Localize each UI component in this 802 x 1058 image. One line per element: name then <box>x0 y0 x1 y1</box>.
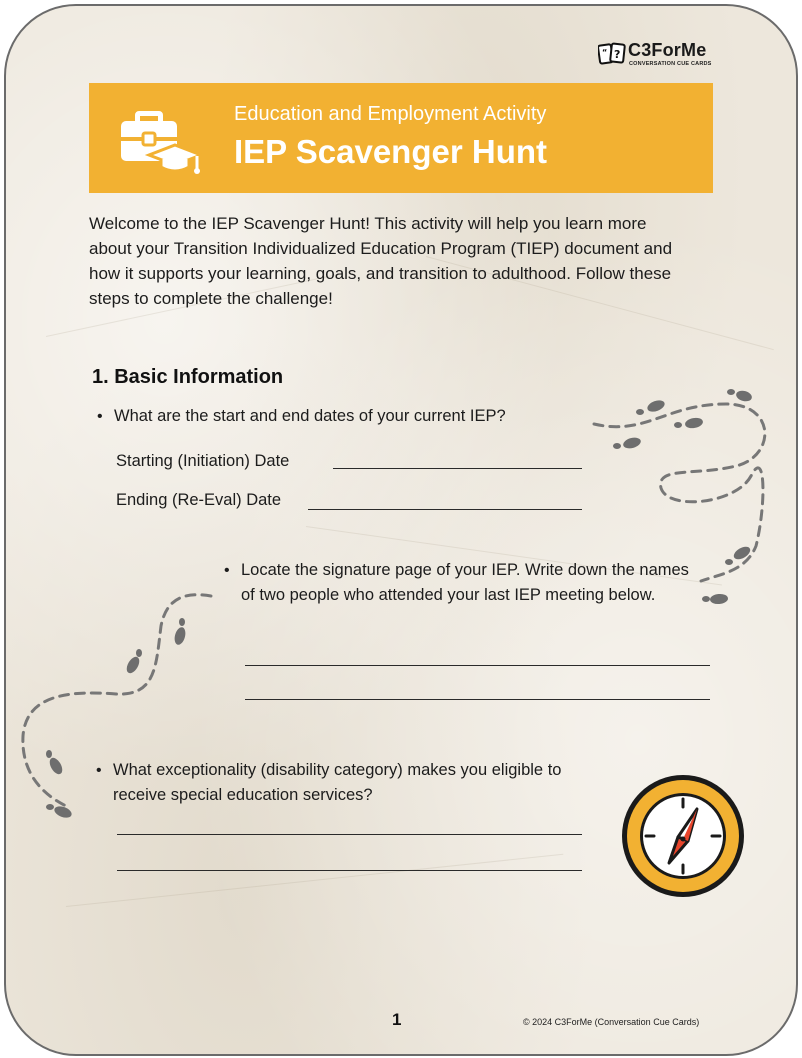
briefcase-graduation-cap-icon <box>117 101 207 177</box>
banner-title: IEP Scavenger Hunt <box>234 133 548 170</box>
compass-icon <box>618 771 748 901</box>
cue-cards-icon <box>598 42 628 66</box>
svg-text:“: “ <box>602 48 608 57</box>
svg-text:?: ? <box>614 48 621 61</box>
attendee-name-field-2[interactable] <box>245 699 710 700</box>
copyright-notice: © 2024 C3ForMe (Conversation Cue Cards) <box>523 1017 700 1027</box>
brand-name: C3ForMe <box>628 40 707 60</box>
banner-subtitle: Education and Employment Activity <box>234 103 547 125</box>
question-signature-page: • Locate the signature page of your IEP. Write down the names of two people who attended your last IEP meeting below. <box>241 558 696 608</box>
title-banner <box>89 83 713 193</box>
section-heading: 1. Basic Information <box>92 366 284 388</box>
end-date-field[interactable] <box>308 509 582 510</box>
attendee-name-field-1[interactable] <box>245 665 710 666</box>
exceptionality-field-1[interactable] <box>117 834 582 835</box>
intro-paragraph: Welcome to the IEP Scavenger Hunt! This activity will help you learn more about your Transition Individualized Education Program (TIEP) document and how it supports your learning, goals, and transition to adulthood. Follow these steps to complete the challenge! <box>89 214 673 308</box>
worksheet-page <box>4 4 798 1056</box>
exceptionality-field-2[interactable] <box>117 870 582 871</box>
start-date-field[interactable] <box>333 468 582 469</box>
brand-logo <box>598 40 718 70</box>
start-date-label: Starting (Initiation) Date <box>116 452 290 470</box>
end-date-label: Ending (Re-Eval) Date <box>116 491 282 509</box>
paper-crease <box>66 854 563 907</box>
question-iep-dates: • What are the start and end dates of your current IEP? <box>114 404 614 429</box>
brand-tagline: CONVERSATION CUE CARDS <box>629 61 712 67</box>
page-number: 1 <box>392 1010 402 1029</box>
question-exceptionality: • What exceptionality (disability category) makes you eligible to receive special education services? <box>113 758 583 808</box>
